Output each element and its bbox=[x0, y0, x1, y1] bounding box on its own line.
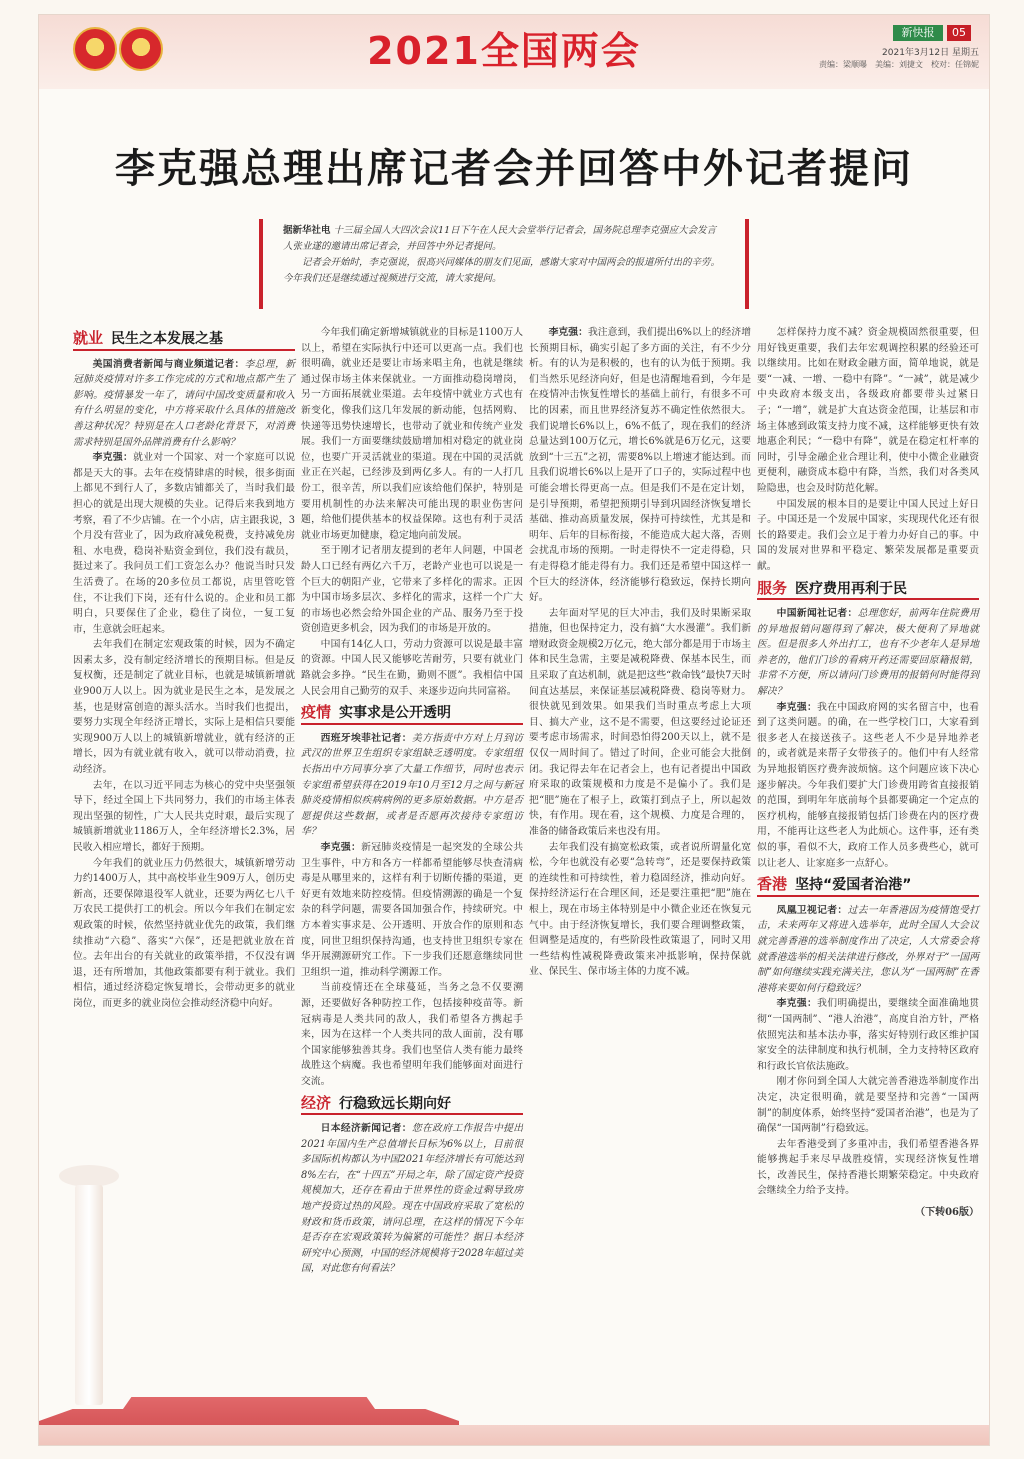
question-paragraph bbox=[757, 903, 979, 997]
section-heading-service bbox=[757, 578, 979, 601]
section-keyword: 服务 bbox=[757, 578, 788, 597]
answer-speaker: 李克强： bbox=[776, 998, 818, 1010]
answer-paragraph bbox=[757, 996, 979, 1074]
question-text: 过去一年香港因为疫情饱受打击，未来两年又将进入选举年，此时全国人大会议就完善香港的选举制度作出了决定，人大常委会将就香港选举的相关法律进行修改，外界对于“一国两制”如何继续实践充满关注，您认为“一国两制”在香港将来要如何行稳致远？ bbox=[757, 904, 980, 994]
answer-text: 我们明确提出，要继续全面准确地贯彻“一国两制”、“港人治港”，高度自治方针，严格依照宪法和基本法办事，落实好特别行政区维护国家安全的法律制度和执行机制，全力支持特区政府和行政长官依法施政。 bbox=[757, 998, 980, 1072]
question-text: 李总理，新冠肺炎疫情对许多工作完成的方式和地点都产生了影响。疫情暴发一年了，请问中国改变质量和收入有什么明显的变化，中方将采取什么具体的措施改善这种状况？特别是在人口老龄化背景下，对消费需求特别是国外品牌消费有什么影响？ bbox=[73, 358, 296, 448]
lede-text: 十三届全国人大四次会议11日下午在人民大会堂举行记者会，国务院总理李克强应大会发言人张业遂的邀请出席记者会，并回答中外记者提问。 bbox=[283, 225, 717, 252]
section-subtitle: 实事求是公开透明 bbox=[339, 705, 452, 722]
publication-logo: 新快报 bbox=[893, 25, 943, 41]
question-paragraph bbox=[73, 357, 295, 451]
body-paragraph: 去年，在以习近平同志为核心的党中央坚强领导下，经过全国上下共同努力，我们的市场主体表现出坚强的韧性，广大人民共克时艰，最后实现了城镇新增就业1186万人，全年经济增长2.3%，居民收入相应增长，都好于预期。 bbox=[73, 779, 295, 853]
answer-speaker: 李克强： bbox=[320, 842, 362, 853]
header-band bbox=[39, 15, 989, 89]
editors-line: 责编：梁顺曝 美编：刘捷文 校对：任锦妮 bbox=[819, 60, 979, 69]
huabiao-pillar-top bbox=[59, 1165, 119, 1187]
section-subtitle: 行稳致远长期向好 bbox=[339, 1095, 452, 1112]
banner-title: 2021全国两会 bbox=[367, 29, 641, 73]
lede bbox=[259, 219, 749, 309]
reporter-label: 凤凰卫视记者： bbox=[776, 904, 848, 916]
body-paragraph: 去年我们没有搞宽松政策，或者说所谓量化宽松，今年也就没有必要“急转弯”，还是要保持政策的连续性和可持续性，着力稳固经济，推动向好。保持经济运行在合理区间，还是要注重把“肥”施在根上，现在市场主体特别是中小微企业还在恢复元气中。由于经济恢复增长，我们要合理调整政策，但调整是适度的，有些阶段性政策退了，同时又用一些结构性减税降费政策来冲抵影响，保持保就业、保民生、保市场主体的力度不减。 bbox=[529, 841, 751, 978]
answer-speaker: 李克强： bbox=[92, 452, 134, 464]
body-paragraph: 中国发展的根本目的是要让中国人民过上好日子。中国还是一个发展中国家，实现现代化还有很长的路要走。我们会立足于着力办好自己的事。中国的发展对世界和平稳定、繁荣发展都是重要贡献。 bbox=[757, 498, 979, 572]
body-paragraph: 去年面对罕见的巨大冲击，我们及时果断采取措施，但也保持定力，没有搞“大水漫灌”。我们新增财政资金规模2万亿元，绝大部分都是用于市场主体和民生急需，主要是减税降费、保基本民生，而且采取了直达机制，就是把这些“救命钱”最快7天时间直达基层，来保证基层减税降费、稳岗等财力。很快就见到效果。如果我们当时重点考虑上大项目、搞大产业，这不是不需要，但这要经过论证还要考虑市场需求，时间恐怕得200天以上，就不是仅仅一周时间了。错过了时间，企业可能会大批倒闭。我记得去年在记者会上，也有记者提出中国政府采取的政策规模和力度是不是偏小了。我们是把“肥”施在了根子上，政策打到点子上，所以起效快，有作用。现在看，这个规模、力度是合理的，准备的储备政策后来也没有用。 bbox=[529, 607, 751, 837]
section-heading-hongkong bbox=[757, 877, 979, 897]
answer-text: 我注意到，我们提出6%以上的经济增长预期目标，确实引起了多方面的关注，有不少分析。有的认为是积极的，也有的认为低于预期。我们当然乐见经济向好，但是也清醒地看到，今年是在疫情冲击恢复性增长的基础上前行，有很多不可比的因素，而且世界经济复苏不确定性依然很大。我们说增长6%以上，6%不低了，现在我们的经济总量达到100万亿元，增长6%就是6万亿元，这要放到“十三五”之初，需要8%以上增速才能达到。而且我们说增长6%以上是开了口子的，实际过程中也可能会增长得更高一点。但是我们不是在定计划，是引导预期，希望把预期引导到巩固经济恢复增长基础、推动高质量发展，保持可持续性，尤其是和明年、后年的目标衔接，不能造成大起大落，否则会扰乱市场的预期。一时走得快不一定走得稳，只有走得稳才能走得有力。我们还是希望中国这样一个巨大的经济体，经济能够行稳致远，保持长期向好。 bbox=[529, 327, 751, 604]
body-paragraph: 怎样保持力度不减？资金规模固然很重要，但用好钱更重要，我们去年宏观调控积累的经验还可以继续用。比如在财政金融方面，简单地说，就是要“一减、一增、一稳中有降”。“一减”，就是减少中央政府本级支出，各级政府都要带头过紧日子；“一增”，就是扩大直达资金范围，让基层和市场主体感到政策支持力度不减，这样能够更快有效地惠企利民；“一稳中有降”，就是在稳定杠杆率的同时，引导金融企业合理让利，使中小微企业融资更便利，融资成本稳中有降，当然，我们对各类风险隐患，也会及时防范化解。 bbox=[757, 327, 979, 494]
newspaper-page bbox=[38, 14, 990, 1446]
answer-speaker: 李克强： bbox=[548, 327, 588, 338]
question-text: 总理您好，前两年住院费用的异地报销问题得到了解决，极大便利了异地就医。但是很多人外出打工，也有不少老年人是异地养老的，他们门诊的看病开药还需要回原籍报销，非常不方便，所以请问门诊费用的报销何时能得到解决？ bbox=[757, 608, 980, 698]
answer-paragraph bbox=[301, 840, 523, 980]
question-text: 您在政府工作报告中提出2021年国内生产总值增长目标为6%以上，目前很多国际机构都认为中国2021年经济增长有可能达到8%左右，在“十四五”开局之年，除了国定资产投资规模加大，还存在看由于世界性的资金过剩导致房地产投资过热的风险。现在中国政府采取了宽松的财政和货币政策，请问总理，在这样的情况下今年是否存在宏观政策转为偏紧的可能性？据日本经济研究中心预测，中国的经济规模将于2028年超过美国，对此您有何看法？ bbox=[301, 1123, 524, 1275]
body-paragraph: 至于刚才记者朋友提到的老年人问题，中国老龄人口已经有两亿六千万，老龄产业也可以说是一个巨大的朝阳产业，它带来了多样化的需求。正因为中国市场多层次、多样化的需求，这样一个广大的市场也必然会给外国企业的产品、服务乃至于投资创造更多机会，因为我们的市场是开放的。 bbox=[301, 545, 523, 635]
national-emblem-icon bbox=[73, 27, 117, 71]
reporter-label: 美国消费者新闻与商业频道记者： bbox=[92, 358, 245, 370]
headline: 李克强总理出席记者会并回答中外记者提问 bbox=[115, 145, 913, 192]
body-paragraph: 中国有14亿人口，劳动力资源可以说是最丰富的资源。中国人民又能够吃苦耐劳，只要有就业门路就会多挣。“民生在勤，勤则不匮”。我相信中国人民会用自己勤劳的双手、来逐步迈向共同富裕。 bbox=[301, 638, 523, 697]
body-paragraph: 去年我们在制定宏观政策的时候，因为不确定因素太多，没有制定经济增长的预期目标。但是反复权衡，还是制定了就业目标，也就是城镇新增就业900万人以上。因为就业是民生之本，是发展之基，也是财富创造的源头活水。当时我们也提出，要努力实现全年经济正增长，实际上是相信只要能实现900万人以上的城镇新增就业，就有经济的正增长，因为有就业就有收入，就可以带动消费，拉动经济。 bbox=[73, 639, 295, 776]
dateline: 2021年3月12日 星期五 bbox=[882, 48, 979, 58]
column-2 bbox=[301, 325, 523, 1277]
section-subtitle: 民生之本发展之基 bbox=[111, 331, 224, 347]
column-4 bbox=[757, 325, 979, 1221]
body-paragraph: 当前疫情还在全球蔓延，当务之急不仅要溯源，还要做好各种防控工作，包括接种疫苗等。新冠病毒是人类共同的敌人，我们希望各方携起手来，因为在这样一个人类共同的敌人面前，没有哪个国家能够独善其身。我们也坚信人类有能力最终战胜这个病魔。我也希望明年我们能够面对面进行交流。 bbox=[301, 982, 523, 1087]
lede-source: 据新华社电 bbox=[283, 225, 331, 236]
lede-quote: 记者会开始时，李克强说，很高兴同媒体的朋友们见面，感谢大家对中国两会的报道所付出的辛劳。今年我们还是继续通过视频进行交流，请大家提问。 bbox=[283, 257, 721, 284]
section-heading-employment bbox=[73, 331, 295, 351]
continued-note: （下转06版） bbox=[915, 1207, 979, 1219]
section-keyword: 经济 bbox=[301, 1093, 332, 1112]
section-keyword: 就业 bbox=[73, 329, 104, 347]
question-paragraph bbox=[301, 731, 523, 840]
section-keyword: 疫情 bbox=[301, 703, 332, 722]
answer-paragraph bbox=[529, 325, 751, 606]
answer-speaker: 李克强： bbox=[776, 701, 818, 713]
body-paragraph: 去年香港受到了多重冲击，我们希望香港各界能够携起手来尽早战胜疫情，实现经济恢复性增长，改善民生，保持香港长期繁荣稳定。中央政府会继续全力给予支持。 bbox=[757, 1138, 979, 1197]
answer-text: 就业对一个国家、对一个家庭可以说都是天大的事。去年在疫情肆虐的时候，很多街面上都见不到行人了，多数店铺都关了，当时我们最担心的就是出现大规模的失业。记得后来我到地方考察，看了不少店铺。在一个小店，店主跟我说，3个月没有营业了，因为政府减免税费，支持减免房租、水电费，稳岗补贴资金到位，我们没有裁员，挺过来了。我问员工们工资怎么办？他说当时只发生活费了。在场的20多位员工都说，店里管吃管住，不让我们下岗，还有什么说的。企业和员工都明白，只要保住了企业，稳住了岗位，一复工复市，生意就会旺起来。 bbox=[73, 452, 296, 635]
body-paragraph: 今年我们确定新增城镇就业的目标是1100万人以上，希望在实际执行中还可以更高一点。我们也很明确，就业还是要让市场来唱主角，也就是继续通过保市场主体来保就业。一方面推动稳岗增岗，另一方面拓展就业渠道。去年疫情中就业方式也有新变化，像我们这几年发展的新动能，包括网购、快递等迅势快速增长，也带动了就业和传统产业发展。我们一方面要继续鼓励增加相对稳定的就业岗位，也要广开灵活就业的渠道。现在中国的灵活就业正在兴起，已经涉及到两亿多人。有的一人打几份工，很辛苦，所以我们应该给他们保护，特别是要用机制性的办法来解决可能出现的职业伤害问题，给他们提供基本的权益保障。这也有利于灵活就业市场更加健康，稳定地向前发展。 bbox=[301, 327, 523, 541]
huabiao-pillar bbox=[75, 1185, 103, 1405]
body-paragraph: 刚才你问到全国人大就完善香港选举制度作出决定，决定很明确，就是要坚持和完善“一国两制”的制度体系，始终坚持“爱国者治港”，也是为了确保“一国两制”行稳致远。 bbox=[757, 1076, 979, 1135]
reporter-label: 中国新闻社记者： bbox=[776, 608, 858, 620]
page-number: 05 bbox=[947, 25, 971, 41]
reporter-label: 日本经济新闻记者： bbox=[320, 1123, 412, 1135]
question-text: 美方指责中方对上月到访武汉的世界卫生组织专家组缺乏透明度。专家组组长指出中方同事分享了大量工作细节，同时也表示专家组希望获得在2019年10月至12月之间与新冠肺炎疫情相似疾病病例的更多原始数据。中方是否愿提供这些数据，或者是否愿再次接待专家组访华？ bbox=[301, 732, 524, 838]
answer-text: 新冠肺炎疫情是一起突发的全球公共卫生事件，中方和各方一样都希望能够尽快查清病毒是从哪里来的，这样有利于切断传播的渠道，更好更有效地来防控疫情。但疫情溯源的确是一个复杂的科学问题，需要各国加强合作，持续研究。中方本着实事求是、公开透明、开放合作的原则和态度，同世卫组织保持沟通，也支持世卫组织专家在华开展溯源研究工作。下一步我们还愿意继续同世卫组织一道，推动科学溯源工作。 bbox=[301, 842, 524, 978]
section-heading-economy bbox=[301, 1093, 523, 1116]
question-paragraph bbox=[757, 606, 979, 700]
answer-text: 我在中国政府网的实名留言中，也看到了这类问题。的确，在一些学校门口，大家看到很多老人在接送孩子。这些老人不少是异地养老的，或者就是来帮子女带孩子的。他们中有人经常为异地报销医疗费奔波烦恼。这个问题应该下决心逐步解决。今年我们要扩大门诊费用跨省直接报销的范围，到明年年底前每个县都要确定一个定点的医疗机构，能够直接报销包括门诊费在内的医疗费用，不能再让这些老人为此烦心。这件事，还有类似的事，看似不大，政府工作人员多费些心，就可以让老人、让家庭多一点舒心。 bbox=[757, 701, 980, 869]
cppcc-emblem-icon bbox=[119, 27, 163, 71]
section-subtitle: 医疗费用再利于民 bbox=[795, 580, 908, 597]
reporter-label: 西班牙埃菲社记者： bbox=[320, 732, 412, 744]
footer-band bbox=[39, 1425, 989, 1445]
column-1 bbox=[73, 325, 295, 1012]
column-3 bbox=[529, 325, 751, 980]
question-paragraph bbox=[301, 1121, 523, 1277]
section-keyword: 香港 bbox=[757, 875, 788, 894]
body-paragraph: 今年我们的就业压力仍然很大，城镇新增劳动力约1400万人，其中高校毕业生909万人，创历史新高，还要保障退役军人就业，还要为两亿七八千万农民工提供打工的机会。所以今年我们在制定宏观政策的时候，依然坚持就业优先的政策，我们继续推动“六稳”、落实“六保”，还是把就业放在首位。去年出台的有关就业的政策举措，不仅没有调退，还有所增加，其他政策都要有利于就业。我们相信，通过经济稳定恢复增长，会带动更多的就业岗位，而更多的就业岗位会推动经济稳中向好。 bbox=[73, 857, 295, 1009]
section-subtitle: 坚持“爱国者治港” bbox=[795, 877, 912, 894]
answer-paragraph bbox=[757, 700, 979, 872]
section-heading-epidemic bbox=[301, 705, 523, 725]
answer-paragraph bbox=[73, 450, 295, 637]
